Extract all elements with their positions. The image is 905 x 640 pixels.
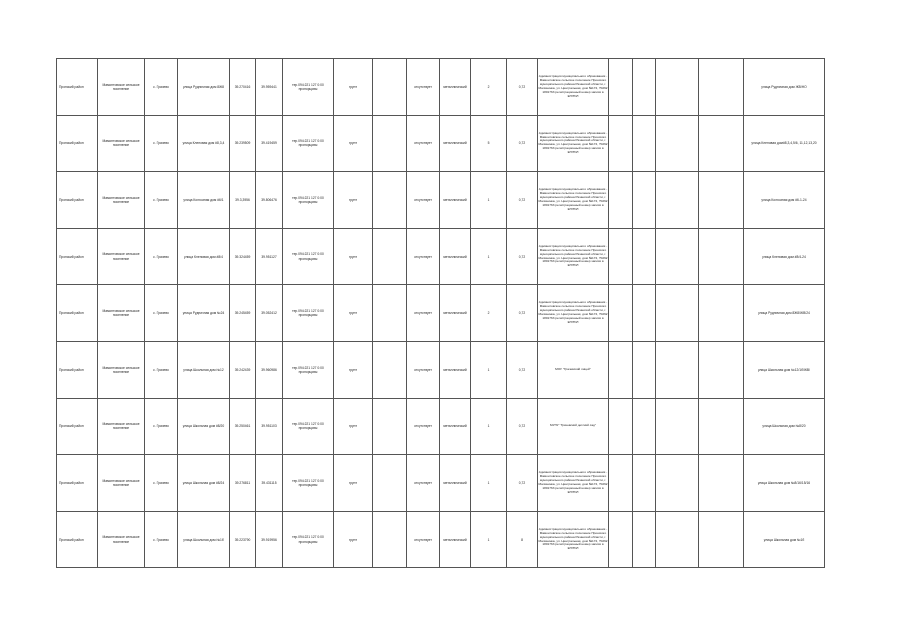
fence-cell: отсутствует xyxy=(407,172,440,229)
container-volume-cell: 0,72 xyxy=(507,398,538,455)
served-addresses-cell: улица Рудничная дом 8Ж8/ЖВ/24 xyxy=(744,285,825,342)
street-cell: улица Школьная дом #8/24 xyxy=(178,455,230,512)
empty-cell xyxy=(699,228,744,285)
empty-cell xyxy=(633,398,656,455)
longitude-cell: 39.951103 xyxy=(256,398,283,455)
empty-cell xyxy=(609,59,633,116)
locality-cell: с. Грачево xyxy=(145,228,178,285)
settlement-cell: Мамонтовское сельское поселение xyxy=(98,455,145,512)
served-addresses-cell: улица Рудничная дом ЖВ/НО xyxy=(744,59,825,116)
container-volume-cell: 0,72 xyxy=(507,228,538,285)
latitude-cell: 39.270416 xyxy=(230,59,256,116)
container-count-cell: 1 xyxy=(471,398,507,455)
owner-org-cell: МОУ "Грачевский лицей" xyxy=(538,341,609,398)
empty-cell xyxy=(609,115,633,172)
empty-cell xyxy=(633,341,656,398)
served-addresses-cell: улица Школьная дом №8/16/15/16 xyxy=(744,455,825,512)
container-type-cell: металлический xyxy=(440,59,471,116)
empty-cell xyxy=(633,455,656,512)
cadastral-cell: тер.094:221 127 0:00 пропорцовы xyxy=(283,115,334,172)
empty-cell xyxy=(609,455,633,512)
locality-cell: с. Грачево xyxy=(145,285,178,342)
surface-cell: грунт xyxy=(334,341,373,398)
surface-cell: грунт xyxy=(334,172,373,229)
cadastral-cell: тер.094:221 127 0:00 пропорцовы xyxy=(283,228,334,285)
empty-cell xyxy=(656,398,699,455)
table-row xyxy=(57,172,825,229)
longitude-cell: 39.419459 xyxy=(256,115,283,172)
registry-table xyxy=(56,58,825,568)
locality-cell: с. Грачево xyxy=(145,115,178,172)
empty-cell xyxy=(373,341,407,398)
container-type-cell: металлический xyxy=(440,341,471,398)
owner-org-cell: Администрация муниципального образования - Мамонтовское сельское поселение Пронского муниципального района Рязанской области, г. Малининка, ул. Центральная, дом №172, ?0262 1801763 регистрационный номер записи в ЕГРЮЛ xyxy=(538,455,609,512)
latitude-cell: 39.223790 xyxy=(230,511,256,568)
served-addresses-cell: улица Кленовая дом#8,3,4,5/6, 11,12,13,20 xyxy=(744,115,825,172)
empty-cell xyxy=(699,115,744,172)
surface-cell: грунт xyxy=(334,455,373,512)
cadastral-cell: тер.094:221 127 0:00 пропорцовы xyxy=(283,172,334,229)
empty-cell xyxy=(633,228,656,285)
fence-cell: отсутствует xyxy=(407,511,440,568)
empty-cell xyxy=(656,172,699,229)
settlement-cell: Мамонтовское сельское поселение xyxy=(98,59,145,116)
table-row xyxy=(57,115,825,172)
registry-table-body xyxy=(57,59,825,568)
cadastral-cell: тер.094:221 127 0:00 пропорцовы xyxy=(283,341,334,398)
street-cell: улица Школьная дом №12 xyxy=(178,341,230,398)
owner-org-cell: Администрация муниципального образования - Мамонтовское сельское поселение Пронского муниципального района Рязанской области, г. Малининка, ул. Центральная, дом №172, ?0262 1801763 регистрационный номер записи в ЕГРЮЛ xyxy=(538,59,609,116)
latitude-cell: 39.276811 xyxy=(230,455,256,512)
locality-cell: с. Грачево xyxy=(145,455,178,512)
container-type-cell: металлический xyxy=(440,228,471,285)
cadastral-cell: тер.094:221 127 0:00 пропорцовы xyxy=(283,455,334,512)
longitude-cell: 39.431115 xyxy=(256,455,283,512)
street-cell: улица Рудничная дом 8Ж8 xyxy=(178,59,230,116)
empty-cell xyxy=(609,285,633,342)
container-type-cell: металлический xyxy=(440,285,471,342)
document-page xyxy=(56,58,825,568)
empty-cell xyxy=(656,285,699,342)
longitude-cell: 39.960986 xyxy=(256,341,283,398)
latitude-cell: 39.250461 xyxy=(230,398,256,455)
served-addresses-cell: улица Школьная дом №8/20 xyxy=(744,398,825,455)
fence-cell: отсутствует xyxy=(407,398,440,455)
table-row xyxy=(57,511,825,568)
locality-cell: с. Грачево xyxy=(145,59,178,116)
longitude-cell: 39.919956 xyxy=(256,511,283,568)
locality-cell: с. Грачево xyxy=(145,341,178,398)
settlement-cell: Мамонтовское сельское поселение xyxy=(98,398,145,455)
empty-cell xyxy=(699,59,744,116)
latitude-cell: 39.239509 xyxy=(230,115,256,172)
owner-org-cell: Администрация муниципального образования - Мамонтовское сельское поселение Пронского муниципального района Рязанской области, г. Малининка, ул. Центральная, дом №172, ?0262 1801763 регистрационный номер записи в ЕГРЮЛ xyxy=(538,228,609,285)
table-row xyxy=(57,341,825,398)
empty-cell xyxy=(609,172,633,229)
district-cell: Пронский район xyxy=(57,285,98,342)
longitude-cell: 39.806476 xyxy=(256,172,283,229)
district-cell: Пронский район xyxy=(57,172,98,229)
surface-cell: грунт xyxy=(334,285,373,342)
surface-cell: грунт xyxy=(334,228,373,285)
street-cell: улица Колхозная дом #6/1 xyxy=(178,172,230,229)
owner-org-cell: Администрация муниципального образования - Мамонтовское сельское поселение Пронского муниципального района Рязанской области, г. Малининка, ул. Центральная, дом №172, ?0262 1801763 регистрационный номер записи в ЕГРЮЛ xyxy=(538,285,609,342)
empty-cell xyxy=(699,285,744,342)
empty-cell xyxy=(656,228,699,285)
owner-org-cell: Администрация муниципального образования - Мамонтовское сельское поселение Пронского муниципального района Рязанской области, г. Малининка, ул. Центральная, дом №172, ?0262 1801763 регистрационный номер записи в ЕГРЮЛ xyxy=(538,511,609,568)
fence-cell: отсутствует xyxy=(407,228,440,285)
settlement-cell: Мамонтовское сельское поселение xyxy=(98,172,145,229)
empty-cell xyxy=(656,455,699,512)
container-type-cell: металлический xyxy=(440,398,471,455)
container-count-cell: 2 xyxy=(471,59,507,116)
table-row xyxy=(57,398,825,455)
latitude-cell: 39.245459 xyxy=(230,285,256,342)
container-volume-cell: 0,72 xyxy=(507,59,538,116)
street-cell: улица Школьная дом №1б xyxy=(178,511,230,568)
container-count-cell: 5 xyxy=(471,115,507,172)
district-cell: Пронский район xyxy=(57,398,98,455)
empty-cell xyxy=(373,115,407,172)
empty-cell xyxy=(609,341,633,398)
empty-cell xyxy=(656,511,699,568)
district-cell: Пронский район xyxy=(57,59,98,116)
empty-cell xyxy=(656,341,699,398)
empty-cell xyxy=(633,285,656,342)
container-volume-cell: 0,72 xyxy=(507,115,538,172)
empty-cell xyxy=(373,172,407,229)
cadastral-cell: тер.094:221 127 0:00 пропорцовы xyxy=(283,59,334,116)
owner-org-cell: Администрация муниципального образования - Мамонтовское сельское поселение Пронского муниципального района Рязанской области, г. Малининка, ул. Центральная, дом №172, ?0262 1801763 регистрационный номер записи в ЕГРЮЛ xyxy=(538,172,609,229)
longitude-cell: 39.052412 xyxy=(256,285,283,342)
empty-cell xyxy=(609,228,633,285)
empty-cell xyxy=(373,285,407,342)
table-row xyxy=(57,455,825,512)
container-count-cell: 1 xyxy=(471,341,507,398)
owner-org-cell: МУПУ "Грачевский детский сад" xyxy=(538,398,609,455)
cadastral-cell: тер.094:221 127 0:00 пропорцовы xyxy=(283,511,334,568)
fence-cell: отсутствует xyxy=(407,115,440,172)
served-addresses-cell: улица Колхозная дом #6-1-24 xyxy=(744,172,825,229)
container-count-cell: 1 xyxy=(471,228,507,285)
fence-cell: отсутствует xyxy=(407,59,440,116)
street-cell: улица Рудничная дом №24 xyxy=(178,285,230,342)
container-type-cell: металлический xyxy=(440,511,471,568)
container-volume-cell: 0,72 xyxy=(507,172,538,229)
served-addresses-cell: улица Школьная дом №1б xyxy=(744,511,825,568)
container-count-cell: 1 xyxy=(471,455,507,512)
empty-cell xyxy=(699,341,744,398)
served-addresses-cell: улица Школьная дом №12/1б/ЖВ/ xyxy=(744,341,825,398)
table-row xyxy=(57,228,825,285)
empty-cell xyxy=(699,172,744,229)
district-cell: Пронский район xyxy=(57,455,98,512)
settlement-cell: Мамонтовское сельское поселение xyxy=(98,115,145,172)
empty-cell xyxy=(609,511,633,568)
empty-cell xyxy=(699,398,744,455)
longitude-cell: 39.951127 xyxy=(256,228,283,285)
latitude-cell: 39.242439 xyxy=(230,341,256,398)
empty-cell xyxy=(373,455,407,512)
district-cell: Пронский район xyxy=(57,511,98,568)
district-cell: Пронский район xyxy=(57,228,98,285)
street-cell: улица Кленовая дом #8/4 xyxy=(178,228,230,285)
surface-cell: грунт xyxy=(334,115,373,172)
container-volume-cell: 0,72 xyxy=(507,341,538,398)
container-count-cell: 1 xyxy=(471,511,507,568)
empty-cell xyxy=(699,455,744,512)
empty-cell xyxy=(373,59,407,116)
empty-cell xyxy=(699,511,744,568)
empty-cell xyxy=(656,59,699,116)
container-count-cell: 1 xyxy=(471,172,507,229)
container-volume-cell: 0,72 xyxy=(507,455,538,512)
settlement-cell: Мамонтовское сельское поселение xyxy=(98,285,145,342)
empty-cell xyxy=(373,398,407,455)
street-cell: улица Кленовая дом #8,3,4 xyxy=(178,115,230,172)
street-cell: улица Школьная дом #8/20 xyxy=(178,398,230,455)
container-volume-cell: 0,72 xyxy=(507,285,538,342)
table-row xyxy=(57,285,825,342)
cadastral-cell: тер.094:221 127 0:00 пропорцовы xyxy=(283,285,334,342)
container-count-cell: 2 xyxy=(471,285,507,342)
surface-cell: грунт xyxy=(334,398,373,455)
empty-cell xyxy=(373,228,407,285)
empty-cell xyxy=(609,398,633,455)
container-type-cell: металлический xyxy=(440,455,471,512)
container-type-cell: металлический xyxy=(440,172,471,229)
empty-cell xyxy=(633,511,656,568)
latitude-cell: 39.3,3956 xyxy=(230,172,256,229)
served-addresses-cell: улица Кленовая дом #8/4-24 xyxy=(744,228,825,285)
container-type-cell: металлический xyxy=(440,115,471,172)
latitude-cell: 39.324459 xyxy=(230,228,256,285)
owner-org-cell: Администрация муниципального образования - Мамонтовское сельское поселение Пронского муниципального района Рязанской области, г. Малининка, ул. Центральная, дом №172, ?0262 1801763 регистрационный номер записи в ЕГРЮЛ xyxy=(538,115,609,172)
table-row xyxy=(57,59,825,116)
cadastral-cell: тер.094:221 127 0:00 пропорцовы xyxy=(283,398,334,455)
surface-cell: грунт xyxy=(334,511,373,568)
settlement-cell: Мамонтовское сельское поселение xyxy=(98,228,145,285)
locality-cell: с. Грачево xyxy=(145,172,178,229)
locality-cell: с. Грачево xyxy=(145,398,178,455)
empty-cell xyxy=(373,511,407,568)
empty-cell xyxy=(656,115,699,172)
empty-cell xyxy=(633,172,656,229)
container-volume-cell: 8 xyxy=(507,511,538,568)
fence-cell: отсутствует xyxy=(407,455,440,512)
surface-cell: грунт xyxy=(334,59,373,116)
district-cell: Пронский район xyxy=(57,115,98,172)
settlement-cell: Мамонтовское сельское поселение xyxy=(98,341,145,398)
locality-cell: с. Грачево xyxy=(145,511,178,568)
empty-cell xyxy=(633,115,656,172)
longitude-cell: 39.959441 xyxy=(256,59,283,116)
settlement-cell: Мамонтовское сельское поселение xyxy=(98,511,145,568)
fence-cell: отсутствует xyxy=(407,341,440,398)
district-cell: Пронский район xyxy=(57,341,98,398)
fence-cell: отсутствует xyxy=(407,285,440,342)
empty-cell xyxy=(633,59,656,116)
